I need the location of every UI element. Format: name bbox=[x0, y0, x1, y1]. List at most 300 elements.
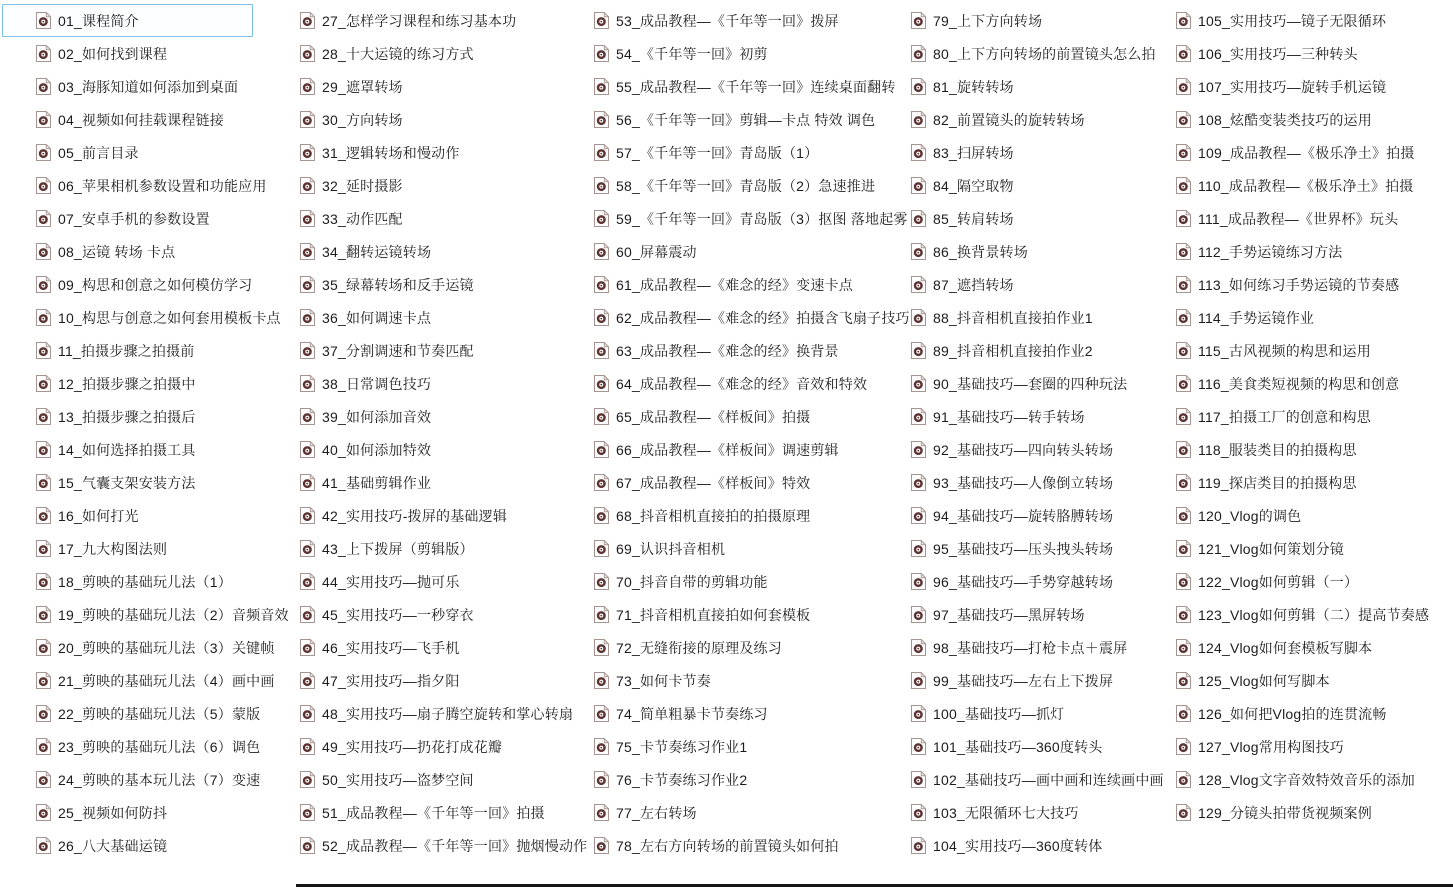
list-item[interactable] bbox=[299, 730, 598, 763]
file-name: 95_基础技巧—压头拽头转场 bbox=[933, 540, 1114, 557]
video-file-icon bbox=[36, 804, 51, 821]
video-file-icon bbox=[1176, 144, 1191, 161]
list-item[interactable] bbox=[299, 334, 598, 367]
list-item[interactable] bbox=[593, 367, 921, 400]
video-file-icon bbox=[300, 474, 315, 491]
list-item[interactable] bbox=[2, 334, 253, 367]
list-item[interactable] bbox=[910, 796, 1175, 829]
video-file-icon bbox=[36, 738, 51, 755]
list-item[interactable] bbox=[593, 730, 921, 763]
list-item[interactable] bbox=[593, 169, 921, 202]
list-item[interactable] bbox=[910, 499, 1175, 532]
file-name: 108_炫酷变装类技巧的运用 bbox=[1198, 111, 1372, 128]
file-name: 28_十大运镜的练习方式 bbox=[322, 45, 474, 62]
list-item[interactable] bbox=[593, 268, 921, 301]
video-file-icon bbox=[300, 78, 315, 95]
video-file-icon bbox=[36, 78, 51, 95]
list-item[interactable] bbox=[299, 796, 598, 829]
file-name: 109_成品教程—《极乐净土》拍摄 bbox=[1198, 144, 1415, 161]
file-name: 74_简单粗暴卡节奏练习 bbox=[616, 705, 768, 722]
list-item[interactable] bbox=[299, 235, 598, 268]
file-name: 15_气囊支架安装方法 bbox=[58, 474, 196, 491]
list-item[interactable] bbox=[910, 664, 1175, 697]
list-item[interactable] bbox=[910, 400, 1175, 433]
list-item[interactable] bbox=[2, 400, 253, 433]
video-file-icon bbox=[911, 276, 926, 293]
file-name: 122_Vlog如何剪辑（一） bbox=[1198, 573, 1359, 590]
file-name: 75_卡节奏练习作业1 bbox=[616, 738, 748, 755]
list-item[interactable] bbox=[1175, 796, 1440, 829]
video-file-icon bbox=[1176, 441, 1191, 458]
list-item[interactable] bbox=[2, 466, 253, 499]
video-file-icon bbox=[300, 177, 315, 194]
video-file-icon bbox=[36, 144, 51, 161]
list-item[interactable] bbox=[299, 466, 598, 499]
video-file-icon bbox=[36, 276, 51, 293]
video-file-icon bbox=[300, 507, 315, 524]
video-file-icon bbox=[36, 441, 51, 458]
video-file-icon bbox=[36, 837, 51, 854]
list-item[interactable] bbox=[1175, 433, 1440, 466]
list-item[interactable] bbox=[910, 367, 1175, 400]
video-file-icon bbox=[911, 474, 926, 491]
video-file-icon bbox=[1176, 672, 1191, 689]
list-item[interactable] bbox=[1175, 70, 1440, 103]
video-file-icon bbox=[1176, 45, 1191, 62]
video-file-icon bbox=[911, 507, 926, 524]
file-name: 63_成品教程—《难念的经》换背景 bbox=[616, 342, 839, 359]
file-name: 112_手势运镜练习方法 bbox=[1198, 243, 1343, 260]
video-file-icon bbox=[1176, 342, 1191, 359]
list-item[interactable] bbox=[593, 37, 921, 70]
file-name: 11_拍摄步骤之拍摄前 bbox=[58, 342, 195, 359]
video-file-icon bbox=[36, 507, 51, 524]
file-name: 124_Vlog如何套模板写脚本 bbox=[1198, 639, 1373, 656]
video-file-icon bbox=[300, 144, 315, 161]
file-name: 89_抖音相机直接拍作业2 bbox=[933, 342, 1093, 359]
list-item[interactable] bbox=[2, 235, 253, 268]
video-file-icon bbox=[1176, 606, 1191, 623]
list-item[interactable] bbox=[1175, 334, 1440, 367]
file-name: 93_基础技巧—人像倒立转场 bbox=[933, 474, 1114, 491]
list-item[interactable] bbox=[299, 70, 598, 103]
list-item[interactable] bbox=[2, 829, 253, 862]
video-file-icon bbox=[911, 210, 926, 227]
video-file-icon bbox=[594, 111, 609, 128]
list-item[interactable] bbox=[593, 763, 921, 796]
list-item[interactable] bbox=[910, 466, 1175, 499]
list-item[interactable] bbox=[910, 202, 1175, 235]
video-file-icon bbox=[911, 804, 926, 821]
file-column-3 bbox=[593, 4, 921, 862]
list-item[interactable] bbox=[299, 268, 598, 301]
list-item[interactable] bbox=[593, 631, 921, 664]
list-item[interactable] bbox=[1175, 730, 1440, 763]
video-file-icon bbox=[300, 738, 315, 755]
list-item[interactable] bbox=[593, 499, 921, 532]
list-item[interactable] bbox=[593, 433, 921, 466]
video-file-icon bbox=[36, 375, 51, 392]
video-file-icon bbox=[36, 474, 51, 491]
list-item[interactable] bbox=[2, 103, 253, 136]
video-file-icon bbox=[1176, 507, 1191, 524]
list-item[interactable] bbox=[593, 235, 921, 268]
file-name: 54_《千年等一回》初剪 bbox=[616, 45, 768, 62]
file-name: 73_如何卡节奏 bbox=[616, 672, 711, 689]
list-item[interactable] bbox=[299, 169, 598, 202]
list-item[interactable] bbox=[910, 37, 1175, 70]
file-name: 32_延时摄影 bbox=[322, 177, 403, 194]
video-file-icon bbox=[594, 45, 609, 62]
file-name: 65_成品教程—《样板间》拍摄 bbox=[616, 408, 811, 425]
video-file-icon bbox=[911, 771, 926, 788]
video-file-icon bbox=[36, 408, 51, 425]
file-name: 50_实用技巧—盗梦空间 bbox=[322, 771, 474, 788]
list-item[interactable] bbox=[910, 301, 1175, 334]
list-item[interactable] bbox=[299, 37, 598, 70]
file-name: 14_如何选择拍摄工具 bbox=[58, 441, 196, 458]
file-name: 92_基础技巧—四向转头转场 bbox=[933, 441, 1114, 458]
video-file-icon bbox=[36, 540, 51, 557]
list-item[interactable] bbox=[2, 367, 253, 400]
list-item[interactable] bbox=[1175, 202, 1440, 235]
video-file-icon bbox=[36, 573, 51, 590]
list-item[interactable] bbox=[1175, 532, 1440, 565]
list-item[interactable] bbox=[2, 730, 261, 763]
list-item[interactable] bbox=[299, 433, 598, 466]
list-item[interactable] bbox=[1175, 367, 1440, 400]
list-item[interactable] bbox=[1175, 499, 1440, 532]
video-file-icon bbox=[1176, 771, 1191, 788]
list-item[interactable] bbox=[1175, 763, 1440, 796]
list-item[interactable] bbox=[2, 598, 289, 631]
video-file-icon bbox=[300, 210, 315, 227]
list-item[interactable] bbox=[299, 4, 598, 37]
list-item[interactable] bbox=[1175, 37, 1440, 70]
list-item[interactable] bbox=[593, 301, 921, 334]
list-item[interactable] bbox=[1175, 664, 1440, 697]
list-item[interactable] bbox=[299, 565, 598, 598]
list-item[interactable] bbox=[2, 37, 253, 70]
video-file-icon bbox=[594, 837, 609, 854]
video-file-icon bbox=[594, 606, 609, 623]
list-item[interactable] bbox=[593, 598, 921, 631]
video-file-icon bbox=[300, 672, 315, 689]
video-file-icon bbox=[594, 804, 609, 821]
list-item[interactable] bbox=[910, 169, 1175, 202]
file-name: 44_实用技巧—抛可乐 bbox=[322, 573, 460, 590]
list-item[interactable] bbox=[910, 103, 1175, 136]
file-name: 25_视频如何防抖 bbox=[58, 804, 168, 821]
video-file-icon bbox=[594, 408, 609, 425]
file-column-1 bbox=[2, 4, 289, 862]
list-item[interactable] bbox=[299, 499, 598, 532]
file-column-2 bbox=[299, 4, 598, 862]
file-name: 43_上下拨屏（剪辑版） bbox=[322, 540, 474, 557]
video-file-icon bbox=[36, 12, 51, 29]
file-name: 57_《千年等一回》青岛版（1） bbox=[616, 144, 819, 161]
list-item[interactable] bbox=[1175, 4, 1440, 37]
file-name: 22_剪映的基础玩儿法（5）蒙版 bbox=[58, 705, 261, 722]
video-file-icon bbox=[300, 45, 315, 62]
video-file-icon bbox=[36, 243, 51, 260]
list-item[interactable] bbox=[593, 103, 921, 136]
list-item[interactable] bbox=[1175, 301, 1440, 334]
video-file-icon bbox=[911, 639, 926, 656]
video-file-icon bbox=[911, 243, 926, 260]
file-name: 08_运镜 转场 卡点 bbox=[58, 243, 176, 260]
file-name: 46_实用技巧—飞手机 bbox=[322, 639, 460, 656]
list-item[interactable] bbox=[299, 301, 598, 334]
list-item[interactable] bbox=[1175, 565, 1440, 598]
file-name: 42_实用技巧-拨屏的基础逻辑 bbox=[322, 507, 508, 524]
list-item[interactable] bbox=[2, 70, 253, 103]
file-name: 120_Vlog的调色 bbox=[1198, 507, 1302, 524]
video-file-icon bbox=[36, 672, 51, 689]
list-item[interactable] bbox=[910, 565, 1175, 598]
video-file-icon bbox=[1176, 276, 1191, 293]
file-name: 13_拍摄步骤之拍摄后 bbox=[58, 408, 196, 425]
list-item[interactable] bbox=[299, 763, 598, 796]
video-file-icon bbox=[300, 375, 315, 392]
video-file-icon bbox=[1176, 111, 1191, 128]
video-file-icon bbox=[36, 342, 51, 359]
file-name: 01_课程简介 bbox=[58, 12, 139, 29]
file-name: 12_拍摄步骤之拍摄中 bbox=[58, 375, 196, 392]
video-file-icon bbox=[594, 672, 609, 689]
list-item[interactable] bbox=[593, 4, 921, 37]
video-file-icon bbox=[594, 705, 609, 722]
list-item[interactable] bbox=[2, 136, 253, 169]
file-name: 77_左右转场 bbox=[616, 804, 697, 821]
file-name: 36_如何调速卡点 bbox=[322, 309, 432, 326]
video-file-icon bbox=[594, 474, 609, 491]
list-item-selected[interactable] bbox=[2, 4, 253, 37]
video-file-icon bbox=[300, 705, 315, 722]
file-name: 101_基础技巧—360度转头 bbox=[933, 738, 1103, 755]
video-file-icon bbox=[911, 309, 926, 326]
list-item[interactable] bbox=[299, 136, 598, 169]
list-item[interactable] bbox=[299, 598, 598, 631]
list-item[interactable] bbox=[910, 598, 1175, 631]
file-name: 103_无限循环七大技巧 bbox=[933, 804, 1079, 821]
file-name: 59_《千年等一回》青岛版（3）抠图 落地起雾 bbox=[616, 210, 908, 227]
file-name: 38_日常调色技巧 bbox=[322, 375, 432, 392]
list-item[interactable] bbox=[1175, 697, 1440, 730]
video-file-icon bbox=[911, 45, 926, 62]
list-item[interactable] bbox=[593, 796, 921, 829]
file-column-4 bbox=[910, 4, 1175, 862]
list-item[interactable] bbox=[593, 202, 921, 235]
file-name: 23_剪映的基础玩儿法（6）调色 bbox=[58, 738, 261, 755]
list-item[interactable] bbox=[593, 466, 921, 499]
list-item[interactable] bbox=[593, 697, 921, 730]
video-file-icon bbox=[300, 540, 315, 557]
file-name: 47_实用技巧—指夕阳 bbox=[322, 672, 460, 689]
list-item[interactable] bbox=[2, 433, 253, 466]
video-file-icon bbox=[911, 672, 926, 689]
list-item[interactable] bbox=[2, 565, 253, 598]
list-item[interactable] bbox=[2, 631, 275, 664]
video-file-icon bbox=[300, 573, 315, 590]
list-item[interactable] bbox=[593, 565, 921, 598]
file-name: 86_换背景转场 bbox=[933, 243, 1028, 260]
list-item[interactable] bbox=[299, 202, 598, 235]
file-name: 84_隔空取物 bbox=[933, 177, 1014, 194]
file-name: 116_美食类短视频的构思和创意 bbox=[1198, 375, 1400, 392]
list-item[interactable] bbox=[1175, 400, 1440, 433]
list-item[interactable] bbox=[2, 763, 261, 796]
list-item[interactable] bbox=[593, 829, 921, 862]
list-item[interactable] bbox=[299, 664, 598, 697]
list-item[interactable] bbox=[299, 367, 598, 400]
video-file-icon bbox=[1176, 804, 1191, 821]
video-file-icon bbox=[300, 12, 315, 29]
file-name: 67_成品教程—《样板间》特效 bbox=[616, 474, 811, 491]
list-item[interactable] bbox=[910, 763, 1175, 796]
file-name: 48_实用技巧—扇子腾空旋转和掌心转扇 bbox=[322, 705, 574, 722]
list-item[interactable] bbox=[593, 70, 921, 103]
list-item[interactable] bbox=[2, 268, 253, 301]
list-item[interactable] bbox=[1175, 598, 1440, 631]
video-file-icon bbox=[300, 804, 315, 821]
list-item[interactable] bbox=[299, 103, 598, 136]
file-name: 117_拍摄工厂的创意和构思 bbox=[1198, 408, 1371, 425]
list-item[interactable] bbox=[910, 334, 1175, 367]
file-name: 04_视频如何挂载课程链接 bbox=[58, 111, 224, 128]
video-file-icon bbox=[36, 210, 51, 227]
file-name: 127_Vlog常用构图技巧 bbox=[1198, 738, 1344, 755]
video-file-icon bbox=[1176, 243, 1191, 260]
file-name: 96_基础技巧—手势穿越转场 bbox=[933, 573, 1114, 590]
file-name: 118_服装类目的拍摄构思 bbox=[1198, 441, 1357, 458]
list-item[interactable] bbox=[593, 334, 921, 367]
list-item[interactable] bbox=[910, 697, 1175, 730]
video-file-icon bbox=[300, 606, 315, 623]
list-item[interactable] bbox=[910, 268, 1175, 301]
file-name: 129_分镜头拍带货视频案例 bbox=[1198, 804, 1372, 821]
video-file-icon bbox=[911, 111, 926, 128]
list-item[interactable] bbox=[1175, 169, 1440, 202]
video-file-icon bbox=[1176, 78, 1191, 95]
file-name: 31_逻辑转场和慢动作 bbox=[322, 144, 460, 161]
file-name: 05_前言目录 bbox=[58, 144, 139, 161]
file-name: 51_成品教程—《千年等一回》拍摄 bbox=[322, 804, 545, 821]
file-name: 100_基础技巧—抓灯 bbox=[933, 705, 1065, 722]
list-item[interactable] bbox=[299, 532, 598, 565]
list-item[interactable] bbox=[299, 400, 598, 433]
list-item[interactable] bbox=[1175, 268, 1440, 301]
list-item[interactable] bbox=[910, 631, 1175, 664]
file-name: 45_实用技巧—一秒穿衣 bbox=[322, 606, 474, 623]
video-file-icon bbox=[594, 738, 609, 755]
file-name: 10_构思与创意之如何套用模板卡点 bbox=[58, 309, 281, 326]
video-file-icon bbox=[300, 441, 315, 458]
file-name: 106_实用技巧—三种转头 bbox=[1198, 45, 1358, 62]
list-item[interactable] bbox=[1175, 136, 1440, 169]
list-item[interactable] bbox=[1175, 235, 1440, 268]
list-item[interactable] bbox=[2, 664, 275, 697]
list-item[interactable] bbox=[910, 433, 1175, 466]
file-name: 40_如何添加特效 bbox=[322, 441, 432, 458]
file-name: 53_成品教程—《千年等一回》拨屏 bbox=[616, 12, 839, 29]
list-item[interactable] bbox=[910, 4, 1175, 37]
list-item[interactable] bbox=[1175, 631, 1440, 664]
video-file-icon bbox=[36, 309, 51, 326]
video-file-icon bbox=[594, 507, 609, 524]
file-name: 19_剪映的基础玩儿法（2）音频音效 bbox=[58, 606, 289, 623]
list-item[interactable] bbox=[2, 301, 281, 334]
file-column-5 bbox=[1175, 4, 1440, 829]
video-file-icon bbox=[911, 540, 926, 557]
list-item[interactable] bbox=[1175, 466, 1440, 499]
file-name: 58_《千年等一回》青岛版（2）急速推进 bbox=[616, 177, 876, 194]
list-item[interactable] bbox=[2, 697, 261, 730]
list-item[interactable] bbox=[2, 499, 253, 532]
list-item[interactable] bbox=[910, 829, 1175, 862]
file-name: 91_基础技巧—转手转场 bbox=[933, 408, 1085, 425]
file-name: 105_实用技巧—镜子无限循环 bbox=[1198, 12, 1387, 29]
video-file-icon bbox=[594, 441, 609, 458]
list-item[interactable] bbox=[1175, 103, 1440, 136]
video-file-icon bbox=[594, 144, 609, 161]
list-item[interactable] bbox=[593, 664, 921, 697]
list-item[interactable] bbox=[910, 70, 1175, 103]
list-item[interactable] bbox=[593, 136, 921, 169]
video-file-icon bbox=[1176, 210, 1191, 227]
file-name: 87_遮挡转场 bbox=[933, 276, 1014, 293]
video-file-icon bbox=[36, 45, 51, 62]
video-file-icon bbox=[1176, 573, 1191, 590]
list-item[interactable] bbox=[2, 169, 267, 202]
video-file-icon bbox=[1176, 177, 1191, 194]
video-file-icon bbox=[911, 441, 926, 458]
list-item[interactable] bbox=[910, 532, 1175, 565]
list-item[interactable] bbox=[593, 400, 921, 433]
list-item[interactable] bbox=[910, 136, 1175, 169]
video-file-icon bbox=[911, 78, 926, 95]
video-file-icon bbox=[911, 144, 926, 161]
file-name: 70_抖音自带的剪辑功能 bbox=[616, 573, 768, 590]
file-name: 126_如何把Vlog拍的连贯流畅 bbox=[1198, 705, 1387, 722]
list-item[interactable] bbox=[299, 631, 598, 664]
file-name: 85_转肩转场 bbox=[933, 210, 1014, 227]
file-name: 128_Vlog文字音效特效音乐的添加 bbox=[1198, 771, 1415, 788]
list-item[interactable] bbox=[910, 235, 1175, 268]
video-file-icon bbox=[1176, 12, 1191, 29]
file-name: 34_翻转运镜转场 bbox=[322, 243, 432, 260]
list-item[interactable] bbox=[2, 202, 253, 235]
video-file-icon bbox=[1176, 309, 1191, 326]
video-file-icon bbox=[594, 78, 609, 95]
file-name: 88_抖音相机直接拍作业1 bbox=[933, 309, 1093, 326]
video-file-icon bbox=[594, 639, 609, 656]
video-file-icon bbox=[911, 738, 926, 755]
video-file-icon bbox=[594, 342, 609, 359]
video-file-icon bbox=[911, 342, 926, 359]
list-item[interactable] bbox=[910, 730, 1175, 763]
file-name: 113_如何练习手势运镜的节奏感 bbox=[1198, 276, 1400, 293]
list-item[interactable] bbox=[2, 532, 253, 565]
list-item[interactable] bbox=[299, 829, 598, 862]
video-file-icon bbox=[594, 210, 609, 227]
list-item[interactable] bbox=[2, 796, 253, 829]
file-name: 62_成品教程—《难念的经》拍摄含飞扇子技巧 bbox=[616, 309, 910, 326]
file-name: 90_基础技巧—套圈的四种玩法 bbox=[933, 375, 1128, 392]
video-file-icon bbox=[1176, 738, 1191, 755]
list-item[interactable] bbox=[593, 532, 921, 565]
list-item[interactable] bbox=[299, 697, 598, 730]
